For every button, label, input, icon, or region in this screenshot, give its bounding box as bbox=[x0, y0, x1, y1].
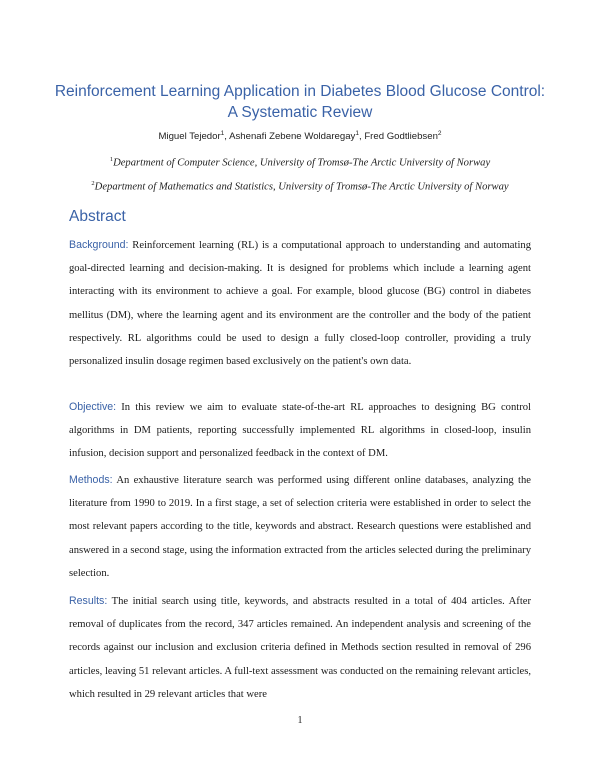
section-label: Background: bbox=[69, 239, 129, 251]
abstract-section-background bbox=[69, 234, 531, 373]
section-text: An exhaustive literature search was performed using different online databases, analyzing the literature from 1990 to 2019. In a first stage, a set of selection criteria were established in order to select the most relevant papers according to the title, keywords and abstract. Research questions were established and answered in a second stage, using the information extracted from the articles selected during the preliminary selection. bbox=[69, 475, 531, 579]
section-label: Results: bbox=[69, 595, 108, 607]
section-label: Methods: bbox=[69, 474, 113, 486]
abstract-section-methods bbox=[69, 469, 531, 585]
affiliation-2 bbox=[40, 180, 560, 193]
section-text: The initial search using title, keywords, and abstracts resulted in a total of 404 articles. After removal of duplicates from the record, 347 articles remained. An independent analysis and screening of the records against our inclusion and exclusion criteria defined in Methods section resulted in removal of 296 articles, leaving 51 relevant articles. A full-text assessment was conducted on the remaining relevant articles, which resulted in 29 relevant articles that were bbox=[69, 596, 532, 700]
title-line-2: A Systematic Review bbox=[227, 104, 373, 121]
abstract-heading: Abstract bbox=[69, 208, 126, 225]
affiliation-1 bbox=[40, 156, 560, 169]
author-affil-marker: 2 bbox=[437, 130, 442, 137]
affiliation-text: Department of Mathematics and Statistics, University of Tromsø-The Arctic University of Norway bbox=[94, 181, 509, 193]
section-label: Objective: bbox=[69, 401, 117, 413]
author-list: Miguel Tejedor$^1$, Ashenafi Zebene Woldaregay$^1$, Fred Godtliebsen$^2$ bbox=[158, 130, 442, 143]
abstract-section-results bbox=[69, 590, 531, 706]
author-name: Miguel Tejedor bbox=[158, 131, 221, 143]
section-text: Reinforcement learning (RL) is a computational approach to understanding and automating goal-directed learning and decision-making. It is designed for problems which include a learning agent interacting with its environment to achieve a goal. For example, blood glucose (BG) control in diabetes mellitus (DM), where the learning agent and its environment are the controller and the body of the patient respectively. RL algorithms could be used to design a fully closed-loop controller, providing a truly personalized insulin dosage regimen based exclusively on the patient's own data. bbox=[69, 240, 531, 368]
affiliation-marker: 2 bbox=[91, 180, 95, 187]
paper-title bbox=[40, 81, 560, 123]
affiliation-marker: 1 bbox=[109, 156, 114, 163]
title-line-1: Reinforcement Learning Application in Diabetes Blood Glucose Control: bbox=[54, 83, 546, 100]
author-name: Fred Godtliebsen bbox=[364, 131, 438, 143]
author-affil-marker: 1 bbox=[355, 130, 359, 137]
author-affil-marker: 1 bbox=[220, 130, 225, 137]
affiliation-text: Department of Computer Science, University of Tromsø-The Arctic University of Norway bbox=[113, 157, 491, 169]
author-name: Ashenafi Zebene Woldaregay bbox=[229, 131, 356, 143]
section-text: In this review we aim to evaluate state-of-the-art RL approaches to designing BG control algorithms in DM patients, reporting successfully implemented RL algorithms in closed-loop, insulin infusion, decision support and personalized feedback in the context of DM. bbox=[69, 402, 531, 460]
abstract-section-objective bbox=[69, 396, 531, 466]
page-number: 1 bbox=[297, 715, 303, 726]
